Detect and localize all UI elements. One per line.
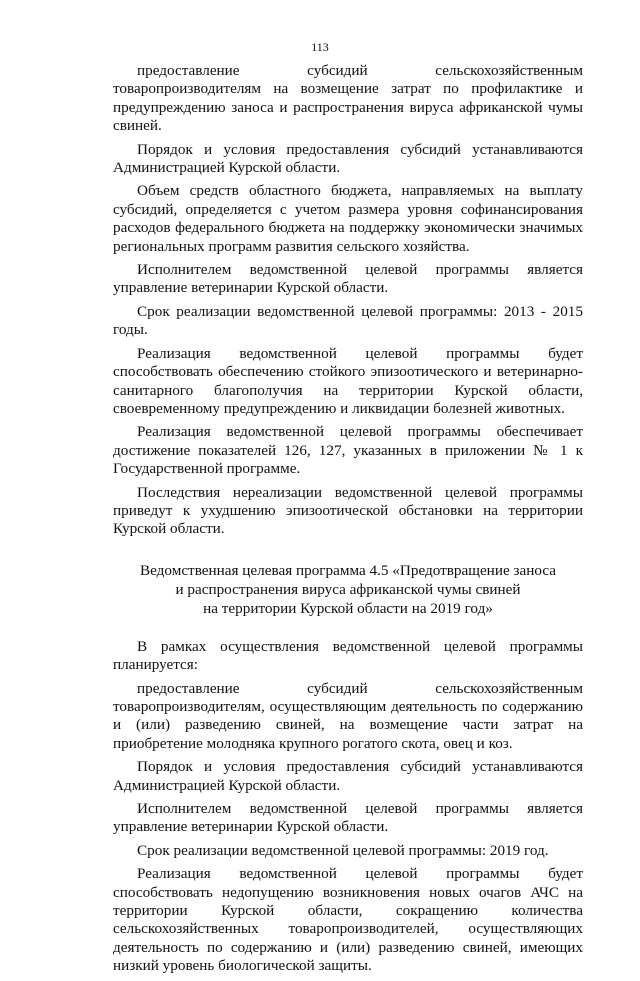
paragraph: предоставление субсидий сельскохозяйственным товаропроизводителям, осуществляющим деятельность по содержанию и (или) разведению свиней, на возмещение части затрат на приобретение молодняка крупного рогатого скота, овец и коз. — [113, 679, 583, 752]
paragraph: Исполнителем ведомственной целевой программы является управление ветеринарии Курской области. — [113, 261, 583, 297]
page-number: 113 — [311, 40, 329, 54]
paragraph: Реализация ведомственной целевой программы обеспечивает достижение показателей 126, 127, указанных в приложении № 1 к Государственной программе. — [113, 423, 583, 478]
document-body — [113, 62, 583, 981]
paragraph: Реализация ведомственной целевой программы будет способствовать недопущению возникновения новых очагов АЧС на территории Курской области, сокращению количества сельскохозяйственных товаропроизводителей, осуществляющих деятельность по содержанию и (или) разведению свиней, имеющих низкий уровень биологической защиты. — [113, 865, 583, 975]
section-heading — [113, 561, 583, 618]
paragraph: Порядок и условия предоставления субсидий устанавливаются Администрацией Курской области. — [113, 140, 583, 177]
paragraph: Срок реализации ведомственной целевой программы: 2019 год. — [137, 841, 549, 859]
heading-line: и распространения вируса африканской чумы свиней — [175, 580, 521, 598]
heading-line: Ведомственная целевая программа 4.5 «Предотвращение заноса — [140, 561, 556, 579]
paragraph: Объем средств областного бюджета, направляемых на выплату субсидий, определяется с учетом размера уровня софинансирования расходов федерального бюджета на поддержку экономически значимых региональных программ развития сельского хозяйства. — [113, 182, 583, 255]
paragraph: Порядок и условия предоставления субсидий устанавливаются Администрацией Курской области. — [113, 758, 583, 794]
paragraph: Исполнителем ведомственной целевой программы является управление ветеринарии Курской области. — [113, 800, 583, 836]
paragraph: В рамках осуществления ведомственной целевой программы планируется: — [113, 637, 583, 674]
paragraph: Срок реализации ведомственной целевой программы: 2013 - 2015 годы. — [113, 302, 583, 339]
heading-line: на территории Курской области на 2019 год» — [203, 599, 493, 617]
paragraph: Последствия нереализации ведомственной целевой программы приведут к ухудшению эпизоотической обстановки на территории Курской области. — [113, 483, 583, 538]
paragraph: предоставление субсидий сельскохозяйственным товаропроизводителям на возмещение затрат по профилактике и предупреждению заноса и распространения вируса африканской чумы свиней. — [113, 62, 583, 135]
paragraph: Реализация ведомственной целевой программы будет способствовать обеспечению стойкого эпизоотического и ветеринарно-санитарного благополучия на территории Курской области, своевременному предупреждению и ликвидации болезней животных. — [113, 344, 583, 417]
